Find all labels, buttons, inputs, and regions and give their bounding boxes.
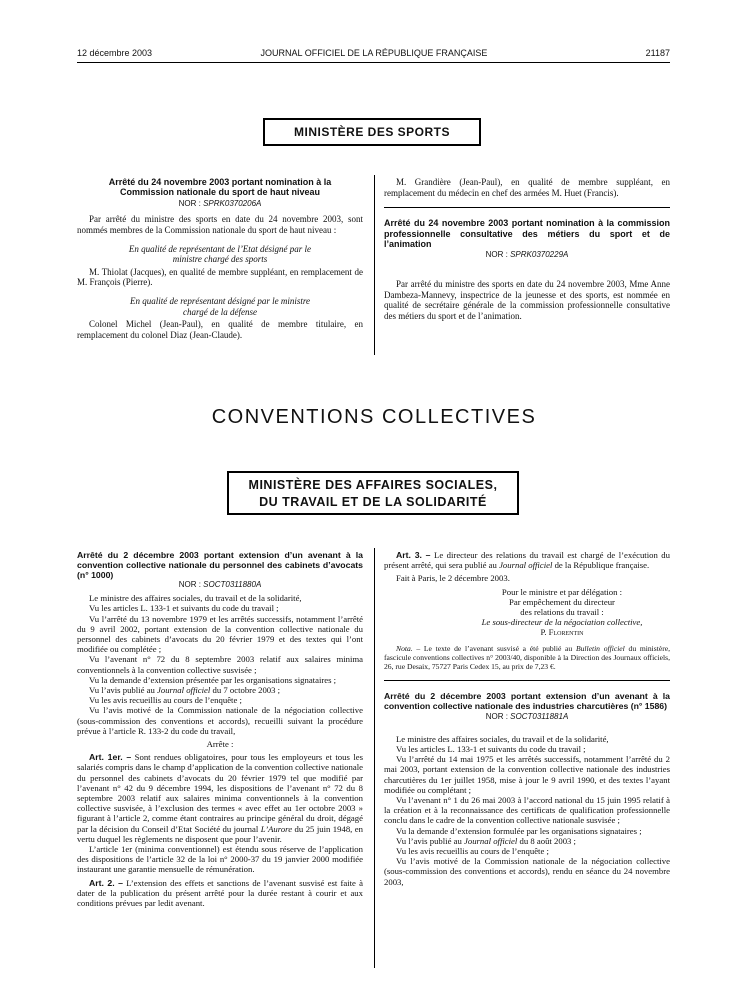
- paragraph: Vu la demande d’extension formulée par les organisations signataires ;: [396, 825, 642, 836]
- section-heading: En qualité de représentant désigné par le ministre chargé de la défense: [129, 295, 311, 317]
- paragraph: Vu l’arrêté du 13 novembre 1979 et les arrêtés successifs, notamment l’arrêté du 9 avril 2002, portant extension de la convention collective nationale du personnel des cabinets d’avocats du 20 février 1979 et des textes qui l’ont modifiée ou complétée ;: [77, 613, 363, 655]
- sports-commission-decree-nor: NOR : SPRK0370229A: [485, 250, 569, 260]
- article-1-paragraph-2: L’article 1er (minima conventionnel) est étendu sous réserve de l’application des dispositions de l’article 32 de la loi n° 2000-37 du 19 janvier 2000 modifiée instaurant une garantie mensuelle de rémunération.: [77, 844, 363, 875]
- paragraph: Colonel Michel (Jean-Paul), en qualité de membre titulaire, en remplacement du colonel Diaz (Jean-Claude).: [77, 319, 363, 340]
- sports-left-column: [77, 177, 363, 340]
- paragraph: Vu l’avis publié au Journal officiel du 7 octobre 2003 ;: [89, 685, 281, 696]
- avocats-decree-nor: NOR : SOCT0311880A: [178, 580, 262, 589]
- column-divider: [374, 548, 375, 968]
- paragraph: Par arrêté du ministre des sports en date du 24 novembre 2003, sont nommés membres de la Commission nationale du sport de haut niveau :: [77, 214, 363, 235]
- header-rule: [77, 62, 670, 63]
- conventions-collectives-title: CONVENTIONS COLLECTIVES: [211, 406, 537, 428]
- signatory-name: P. Florentin: [540, 627, 584, 638]
- signature-line: Par empêchement du directeur: [509, 596, 615, 607]
- paragraph: Vu les avis recueillis au cours de l’enquête ;: [396, 846, 549, 857]
- article-3: Art. 3. – Le directeur des relations du travail est chargé de l’exécution du présent arrêté, qui sera publié au Journal officiel de la République française.: [384, 550, 670, 571]
- ministry-social-line-2: DU TRAVAIL ET DE LA SOLIDARITÉ: [259, 495, 487, 509]
- paragraph: M. Thiolat (Jacques), en qualité de membre suppléant, en remplacement de M. François (Pierre).: [77, 266, 363, 288]
- conventions-left-column: [77, 550, 363, 908]
- column-divider: [374, 175, 375, 355]
- fait-a-paris: Fait à Paris, le 2 décembre 2003.: [396, 573, 510, 584]
- signature-line: des relations du travail :: [520, 607, 604, 618]
- ministry-sports-box: [263, 118, 481, 146]
- paragraph: Vu les articles L. 133-1 et suivants du code du travail ;: [396, 744, 586, 755]
- paragraph: Par arrêté du ministre des sports en date du 24 novembre 2003, Mme Anne Dambeza-Mannevy, inspectrice de la jeunesse et des sports, est nommée en qualité de secrétaire générale de la commission professionnelle consultative des métiers du sport et de l’animation.: [384, 279, 670, 321]
- paragraph: Le ministre des affaires sociales, du travail et de la solidarité,: [89, 593, 302, 604]
- avocats-decree-title: Arrêté du 2 décembre 2003 portant extension d’un avenant à la convention collective nationale du personnel des cabinets d’avocats (n° 1000): [77, 550, 363, 580]
- article-2: Art. 2. – L’extension des effets et sanctions de l’avenant susvisé est faite à dater de la publication du présent arrêté pour la durée restant à courir et aux conditions prévues par ledit avenant.: [77, 877, 363, 909]
- nota-note: Nota. – Le texte de l’avenant susvisé a été publié au Bulletin officiel du ministère, fascicule conventions collectives n° 2003/40, disponible à la Direction des Journaux officiels, 26, rue Desaix, 75727 Paris Cedex 15, au prix de 7,23 €.: [384, 643, 670, 671]
- conventions-right-column: [384, 550, 670, 887]
- signature-line: Le sous-directeur de la négociation collective,: [481, 617, 643, 628]
- header-journal-title: JOURNAL OFFICIEL DE LA RÉPUBLIQUE FRANÇAISE: [260, 48, 488, 58]
- paragraph: Vu la demande d’extension présentée par les organisations signataires ;: [89, 674, 337, 685]
- arrete-label: Arrête :: [206, 739, 234, 750]
- sports-decree-title: Arrêté du 24 novembre 2003 portant nomination à la Commission nationale du sport de haut niveau: [108, 177, 332, 198]
- section-separator: [384, 207, 670, 208]
- section-heading: En qualité de représentant de l’Etat désigné par le ministre chargé des sports: [128, 243, 312, 265]
- ministry-social-box: [227, 471, 519, 515]
- paragraph: Vu les avis recueillis au cours de l’enquête ;: [89, 695, 242, 706]
- paragraph: Vu l’avis motivé de la Commission nationale de la négociation collective (sous-commission des conventions et accords), rendu en séance du 24 novembre 2003,: [384, 856, 670, 887]
- ministry-sports-label: MINISTÈRE DES SPORTS: [293, 125, 451, 139]
- ministry-social-line-1: MINISTÈRE DES AFFAIRES SOCIALES,: [248, 478, 498, 492]
- paragraph: M. Grandière (Jean-Paul), en qualité de membre suppléant, en remplacement du médecin en chef des armées M. Huet (Francis).: [384, 177, 670, 198]
- paragraph: Vu l’avenant n° 72 du 8 septembre 2003 relatif aux salaires minima conventionnels à la convention collective susvisée ;: [77, 654, 363, 675]
- section-separator: [384, 680, 670, 681]
- paragraph: Le ministre des affaires sociales, du travail et de la solidarité,: [396, 733, 609, 744]
- signature-block: [454, 587, 670, 638]
- charcutieres-decree-nor: NOR : SOCT0311881A: [485, 711, 569, 721]
- paragraph: Vu l’avis motivé de la Commission nationale de la négociation collective (sous-commission des conventions et accords), recueilli suivant la procédure prévue à l’article R. 133-2 du code du travail,: [77, 705, 363, 736]
- sports-commission-decree-title: Arrêté du 24 novembre 2003 portant nomination à la commission professionnelle consultative des métiers du sport et de l’animation: [384, 218, 670, 249]
- paragraph: Vu l’arrêté du 14 mai 1975 et les arrêtés successifs, notamment l’arrêté du 2 mai 2003, portant extension de la convention collective nationale des industries charcutières du 1er juillet 1958, mise à jour le 9 avril 1990, et des textes l’ayant modifiée ou complétant ;: [384, 754, 670, 795]
- charcutieres-decree-title: Arrêté du 2 décembre 2003 portant extension d’un avenant à la convention collective nationale des industries charcutières (n° 1586): [384, 690, 670, 711]
- article-1: Art. 1er. – Sont rendues obligatoires, pour tous les employeurs et tous les salariés compris dans le champ d’application de la convention collective nationale du personnel des cabinets d’avocats du 20 février 1979 tel que modifié par l’avenant n° 42 du 9 décembre 1994, les dispositions de l’avenant n° 72 du 8 septembre 2003 relatif aux salaires minima conventionnels à la convention collective susvisée, à l’exclusion des termes « avec effet au 1er octobre 2003 » figurant à l’article 2, comme étant contraires au principe général du droit, dégagé par la décision du Conseil d’Etat Société du journal L’Aurore du 25 juin 1948, en vertu duquel les règlements ne disposent que pour l’avenir.: [77, 752, 363, 844]
- sports-decree-nor: NOR : SPRK0370206A: [178, 198, 262, 208]
- paragraph: Vu l’avis publié au Journal officiel du 8 août 2003 ;: [396, 835, 576, 846]
- paragraph: Vu les articles L. 133-1 et suivants du code du travail ;: [89, 603, 279, 614]
- header-page-number: 21187: [645, 48, 670, 58]
- sports-right-column: [384, 177, 670, 321]
- signature-line: Pour le ministre et par délégation :: [501, 586, 623, 597]
- header-date: 12 décembre 2003: [77, 48, 153, 58]
- paragraph: Vu l’avenant n° 1 du 26 mai 2003 à l’accord national du 15 juin 1995 relatif à la création et à la reconnaissance des certificats de qualification professionnelle conclu dans le cadre de la convention collective nationale susvisée ;: [384, 795, 670, 826]
